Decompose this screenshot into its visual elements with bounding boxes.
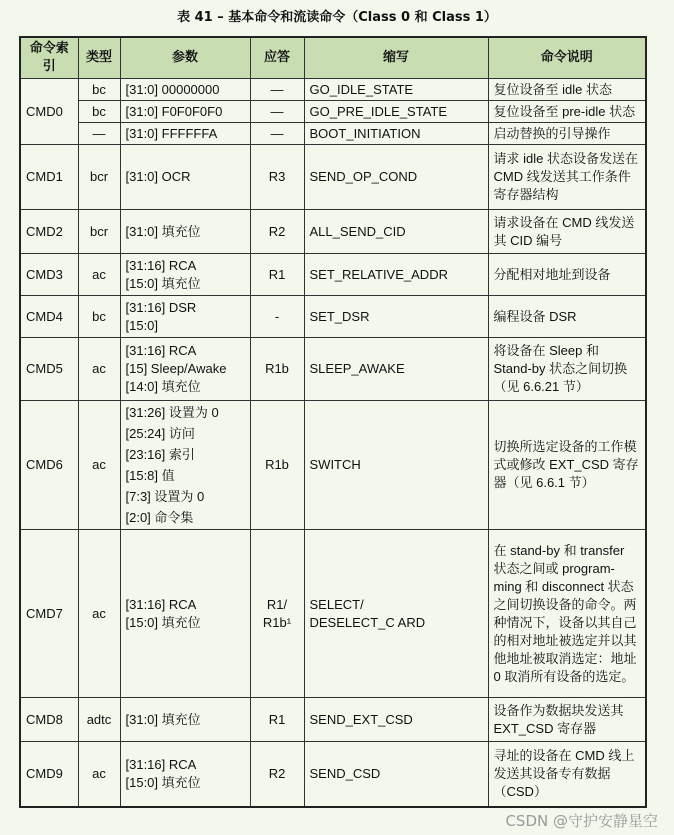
cell-type: — [78,123,120,145]
cell-cmd: CMD1 [20,145,78,210]
cell-response: — [250,101,304,123]
cell-abbreviation: SEND_CSD [304,742,488,807]
cell-description: 复位设备至 idle 状态 [488,79,646,101]
cell-description: 将设备在 Sleep 和 Stand-by 状态之间切换（见 6.6.21 节） [488,338,646,401]
cell-description: 启动替换的引导操作 [488,123,646,145]
table-row [20,145,646,210]
cell-response: R1b [250,338,304,401]
header-response: 应答 [250,37,304,79]
cell-argument: [31:0] FFFFFFA [120,123,250,145]
cell-cmd: CMD9 [20,742,78,807]
cell-abbreviation: SLEEP_AWAKE [304,338,488,401]
table-row [20,742,646,807]
header-cmd-index: 命令索引 [20,37,78,79]
watermark: CSDN @守护安静星空 [505,812,658,830]
table-row [20,79,646,101]
cell-abbreviation: SET_RELATIVE_ADDR [304,254,488,296]
table-row [20,530,646,698]
header-abbreviation: 缩写 [304,37,488,79]
cell-cmd: CMD3 [20,254,78,296]
cell-argument: [31:16] DSR [15:0] [120,296,250,338]
cell-type: bcr [78,210,120,254]
cell-type: ac [78,530,120,698]
cell-response: R1/ R1b¹ [250,530,304,698]
table-row [20,401,646,530]
cell-response: R1b [250,401,304,530]
cell-cmd: CMD6 [20,401,78,530]
cell-description: 寻址的设备在 CMD 线上发送其设备专有数据（CSD） [488,742,646,807]
cell-cmd: CMD0 [20,79,78,145]
table-row [20,254,646,296]
cell-abbreviation: SEND_EXT_CSD [304,698,488,742]
cell-description: 请求设备在 CMD 线发送其 CID 编号 [488,210,646,254]
cell-type: ac [78,401,120,530]
cell-abbreviation: GO_PRE_IDLE_STATE [304,101,488,123]
cell-type: ac [78,254,120,296]
cell-argument: [31:0] F0F0F0F0 [120,101,250,123]
cell-argument: [31:16] RCA [15:0] 填充位 [120,254,250,296]
cell-response: R2 [250,742,304,807]
header-argument: 参数 [120,37,250,79]
cell-type: ac [78,338,120,401]
cell-response: R1 [250,254,304,296]
cell-argument: [31:0] 填充位 [120,698,250,742]
table-row [20,101,646,123]
cell-cmd: CMD5 [20,338,78,401]
cell-abbreviation: BOOT_INITIATION [304,123,488,145]
header-type: 类型 [78,37,120,79]
cell-description: 切换所选定设备的工作模式或修改 EXT_CSD 寄存器（见 6.6.1 节） [488,401,646,530]
cell-abbreviation: SET_DSR [304,296,488,338]
cell-argument: [31:0] OCR [120,145,250,210]
cell-cmd: CMD8 [20,698,78,742]
cell-description: 在 stand-by 和 transfer 状态之间或 program- ming 和 disconnect 状态之间切换设备的命令。两种情况下，设备以其自己的相对地址被选定并以其他地址被取消选定：地址 0 取消所有设备的选定。 [488,530,646,698]
cell-argument: [31:16] RCA [15:0] 填充位 [120,742,250,807]
cell-response: R2 [250,210,304,254]
cell-argument: [31:26] 设置为 0 [25:24] 访问 [23:16] 索引 [15:8] 值 [7:3] 设置为 0 [2:0] 命令集 [120,401,250,530]
cell-type: bc [78,296,120,338]
cell-type: bc [78,79,120,101]
cell-abbreviation: ALL_SEND_CID [304,210,488,254]
cell-argument: [31:0] 填充位 [120,210,250,254]
cell-response: R1 [250,698,304,742]
cell-response: R3 [250,145,304,210]
cell-abbreviation: GO_IDLE_STATE [304,79,488,101]
table-row [20,296,646,338]
cell-response: — [250,79,304,101]
cell-type: ac [78,742,120,807]
cell-type: bc [78,101,120,123]
cell-cmd: CMD4 [20,296,78,338]
command-table [19,36,647,808]
cell-argument: [31:0] 00000000 [120,79,250,101]
cell-type: adtc [78,698,120,742]
cell-argument: [31:16] RCA [15] Sleep/Awake [14:0] 填充位 [120,338,250,401]
cell-abbreviation: SEND_OP_COND [304,145,488,210]
cell-cmd: CMD7 [20,530,78,698]
table-row [20,210,646,254]
cell-abbreviation: SWITCH [304,401,488,530]
cell-description: 分配相对地址到设备 [488,254,646,296]
table-row [20,338,646,401]
table-title: 表 41 – 基本命令和流读命令（Class 0 和 Class 1） [177,10,497,25]
cell-type: bcr [78,145,120,210]
cell-description: 请求 idle 状态设备发送在 CMD 线发送其工作条件寄存器结构 [488,145,646,210]
cell-abbreviation: SELECT/ DESELECT_C ARD [304,530,488,698]
cell-description: 设备作为数据块发送其 EXT_CSD 寄存器 [488,698,646,742]
header-description: 命令说明 [488,37,646,79]
header-row [20,37,646,79]
cell-argument: [31:16] RCA [15:0] 填充位 [120,530,250,698]
cell-description: 编程设备 DSR [488,296,646,338]
cell-cmd: CMD2 [20,210,78,254]
table-row [20,123,646,145]
cell-response: — [250,123,304,145]
cell-description: 复位设备至 pre-idle 状态 [488,101,646,123]
table-row [20,698,646,742]
cell-response: - [250,296,304,338]
